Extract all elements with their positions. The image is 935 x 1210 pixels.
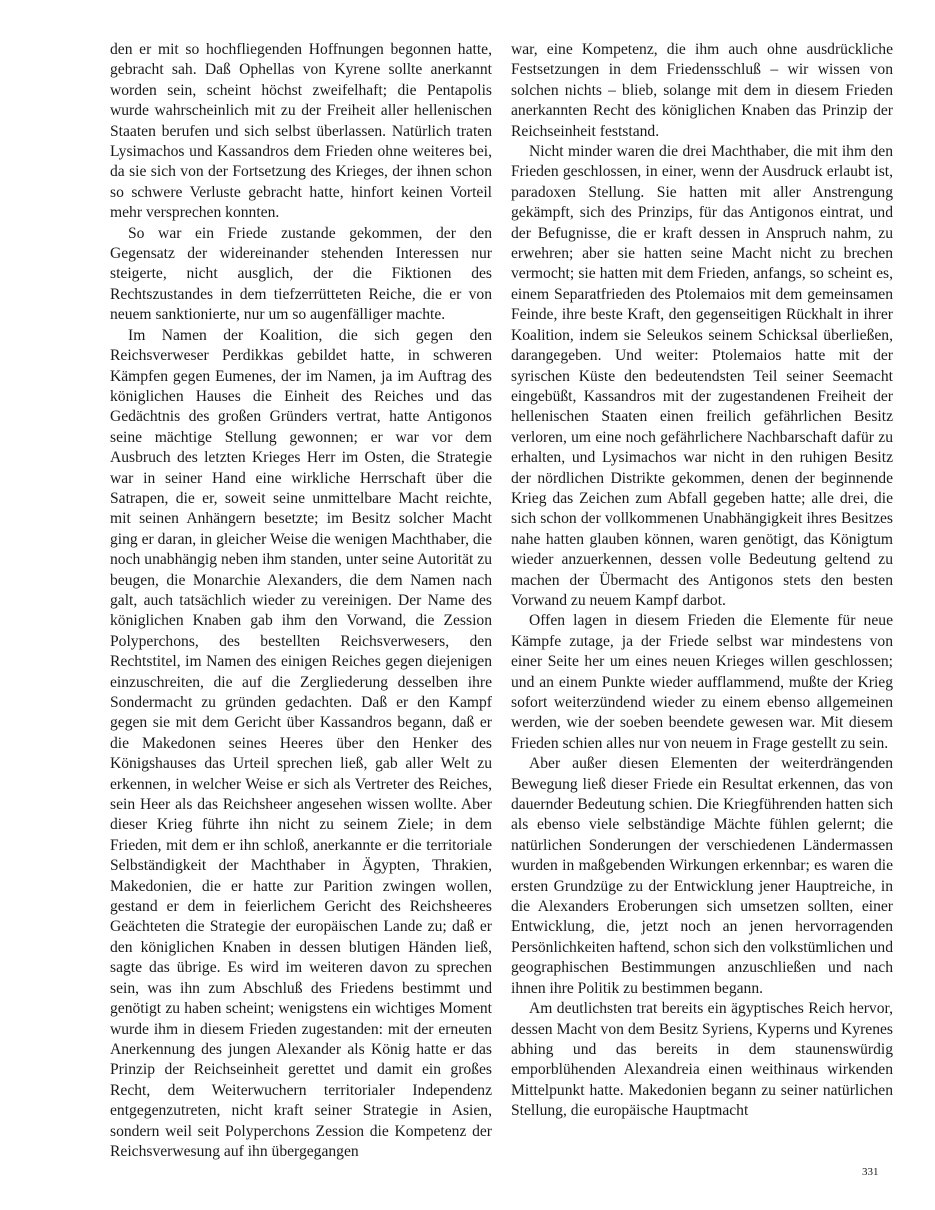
page-number: 331: [862, 1166, 879, 1178]
paragraph: Am deutlichsten trat bereits ein ägyptisches Reich hervor, dessen Macht von dem Besitz Syriens, Kyperns und Kyrenes abhing und das bereits in dem staunenswürdig emporblühenden Alexandreia einen weithinaus wirkenden Mittelpunkt hatte. Makedonien begann zu seiner natürlichen Stellung, die europäische Hauptmacht: [511, 1000, 893, 1120]
left-text-column: [110, 40, 492, 1162]
paragraph: So war ein Friede zustande gekommen, der den Gegensatz der widereinander stehenden Interessen nur steigerte, nicht ausglich, der die Fiktionen des Rechtszustandes in dem tiefzerrütteten Reiche, die er von neuem sanktionierte, nur um so augenfälliger machte.: [110, 224, 492, 324]
paragraph: den er mit so hochfliegenden Hoffnungen begonnen hatte, gebracht sah. Daß Ophellas von Kyrene sollte anerkannt worden sein, scheint höchst zweifelhaft; die Pentapolis wurde wahrscheinlich mit zu der Freiheit aller hellenischen Staaten berufen und sich selbst überlassen. Natürlich traten Lysimachos und Kassandros dem Frieden ohne weiteres bei, da sie sich von der Fortsetzung des Krieges, der ihnen schon so schwere Verluste gebracht hatte, hinfort keinen Vorteil mehr versprechen konnten.: [110, 41, 492, 222]
right-text-column: [511, 40, 893, 1122]
paragraph: Im Namen der Koalition, die sich gegen den Reichsverweser Perdikkas gebildet hatte, in schweren Kämpfen gegen Eumenes, der im Namen, ja im Auftrag des königlichen Hauses die Einheit des Reiches und das Gedächtnis des großen Gründers vertrat, hatte Antigonos seine mächtige Stellung gewonnen; er war vor dem Ausbruch des letzten Krieges Herr im Osten, die Strategie war in seiner Hand eine wirkliche Herrschaft über die Satrapen, die er, soweit seine unmittelbare Macht reichte, mit seinen Anhängern besetzte; im Besitz solcher Macht ging er daran, in gleicher Weise die wenigen Machthaber, die noch unabhängig neben ihm standen, unter seine Autorität zu beugen, die Monarchie Alexanders, die dem Namen nach galt, auch tatsächlich wieder zu vereinigen. Der Name des königlichen Knaben gab ihm den Vorwand, die Zession Polyperchons, des bestellten Reichsverwesers, den Rechtstitel, im Namen des einigen Reiches gegen diejenigen einzuschreiten, die auf die Zergliederung desselben ihre Sondermacht zu gründen gedachten. Daß er den Kampf gegen sie mit dem Gericht über Kassandros begann, daß er die Makedonen seines Heeres über den Henker des Königshauses das Urteil sprechen ließ, gab aller Welt zu erkennen, in welcher Weise er sich als Vertreter des Reiches, sein Heer als das Reichsheer angesehen wissen wollte. Aber dieser Krieg führte ihn nicht zu seinem Ziele; in dem Frieden, mit dem er ihn schloß, anerkannte er die territoriale Selbständigkeit der Machthaber in Ägypten, Thrakien, Makedonien, die er hatte zur Parition zwingen wollen, gestand er dem in feierlichem Gericht des Reichsheeres Geächteten die Strategie der europäischen Lande zu; daß er den königlichen Knaben in dessen blutigen Händen ließ, sagte das übrige. Es wird im weiteren davon zu sprechen sein, was ihn zum Abschluß des Friedens bestimmt und genötigt zu haben scheint; wenigstens ein wichtiges Moment wurde ihm in diesem Frieden zugestanden: mit der erneuten Anerkennung des jungen Alexander als König hatte er das Prinzip der Reichseinheit gerettet und damit ein großes Recht, dem Weiterwuchern territorialer Independenz entgegenzutreten, nicht kraft seiner Strategie in Asien, sondern weil seit Polyperchons Zession die Kompetenz der Reichsverwesung auf ihn übergegangen: [110, 326, 492, 1160]
paragraph: Offen lagen in diesem Frieden die Elemente für neue Kämpfe zutage, ja der Friede selbst war mindestens von einer Seite her um eines neuen Krieges willen geschlossen; und an einem Punkte wieder aufflammend, mußte der Krieg sofort weiterzündend wieder zu einem ebenso allgemeinen werden, wie der soeben beendete gewesen war. Mit diesem Frieden schien alles nur von neuem in Frage gestellt zu sein.: [511, 612, 893, 752]
paragraph: Nicht minder waren die drei Machthaber, die mit ihm den Frieden geschlossen, in einer, wenn der Ausdruck erlaubt ist, paradoxen Stellung. Sie hatten mit aller Anstrengung gekämpft, sich des Prinzips, für das Antigonos eintrat, und der Befugnisse, die er kraft dessen in Anspruch nahm, zu erwehren; aber sie hatten seine Macht nicht zu brechen vermocht; sie hatten mit dem Frieden, anfangs, so scheint es, einem Separatfrieden des Ptolemaios mit dem gemeinsamen Feinde, ihre beste Kraft, den gegenseitigen Rückhalt in ihrer Koalition, indem sie Seleukos seinem Schicksal überließen, darangegeben. Und weiter: Ptolemaios hatte mit der syrischen Küste den bedeutendsten Teil seiner Seemacht eingebüßt, Kassandros mit der zugestandenen Freiheit der hellenischen Staaten einen freilich gefährlichen Besitz verloren, um eine noch gefährlichere Nachbarschaft dafür zu erhalten, und Lysimachos war nicht in den ruhigen Besitz der nördlichen Distrikte gekommen, denen der beginnende Krieg das Zeichen zum Abfall gegeben hatte; alle drei, die sich schon der vollkommenen Unabhängigkeit ihres Besitzes nahe hatten glauben können, waren genötigt, das Königtum wieder anzuerkennen, dessen volle Bedeutung geltend zu machen der Übermacht des Antigonos stets den besten Vorwand zu neuem Kampf darbot.: [511, 143, 893, 609]
paragraph: war, eine Kompetenz, die ihm auch ohne ausdrückliche Festsetzungen in dem Friedensschluß – wir wissen von solchen nichts – blieb, solange mit dem in diesem Frieden anerkannten Recht des königlichen Knaben das Prinzip der Reichseinheit feststand.: [511, 41, 893, 140]
paragraph: Aber außer diesen Elementen der weiterdrängenden Bewegung ließ dieser Friede ein Resultat erkennen, das von dauernder Bedeutung schien. Die Kriegführenden hatten sich als ebenso viele selbständige Mächte fühlen gelernt; die natürlichen Sonderungen der verschiedenen Ländermassen wurden in maßgebenden Wirkungen erkennbar; es waren die ersten Grundzüge zu der Entwicklung jener Hauptreiche, in die Alexanders Eroberungen sich umsetzen sollten, einer Entwicklung, die, jetzt noch an jenen hervorragenden Persönlichkeiten haftend, schon sich den volkstümlichen und geographischen Bestimmungen anzuschließen und nach ihnen ihre Politik zu bestimmen begann.: [511, 755, 893, 997]
